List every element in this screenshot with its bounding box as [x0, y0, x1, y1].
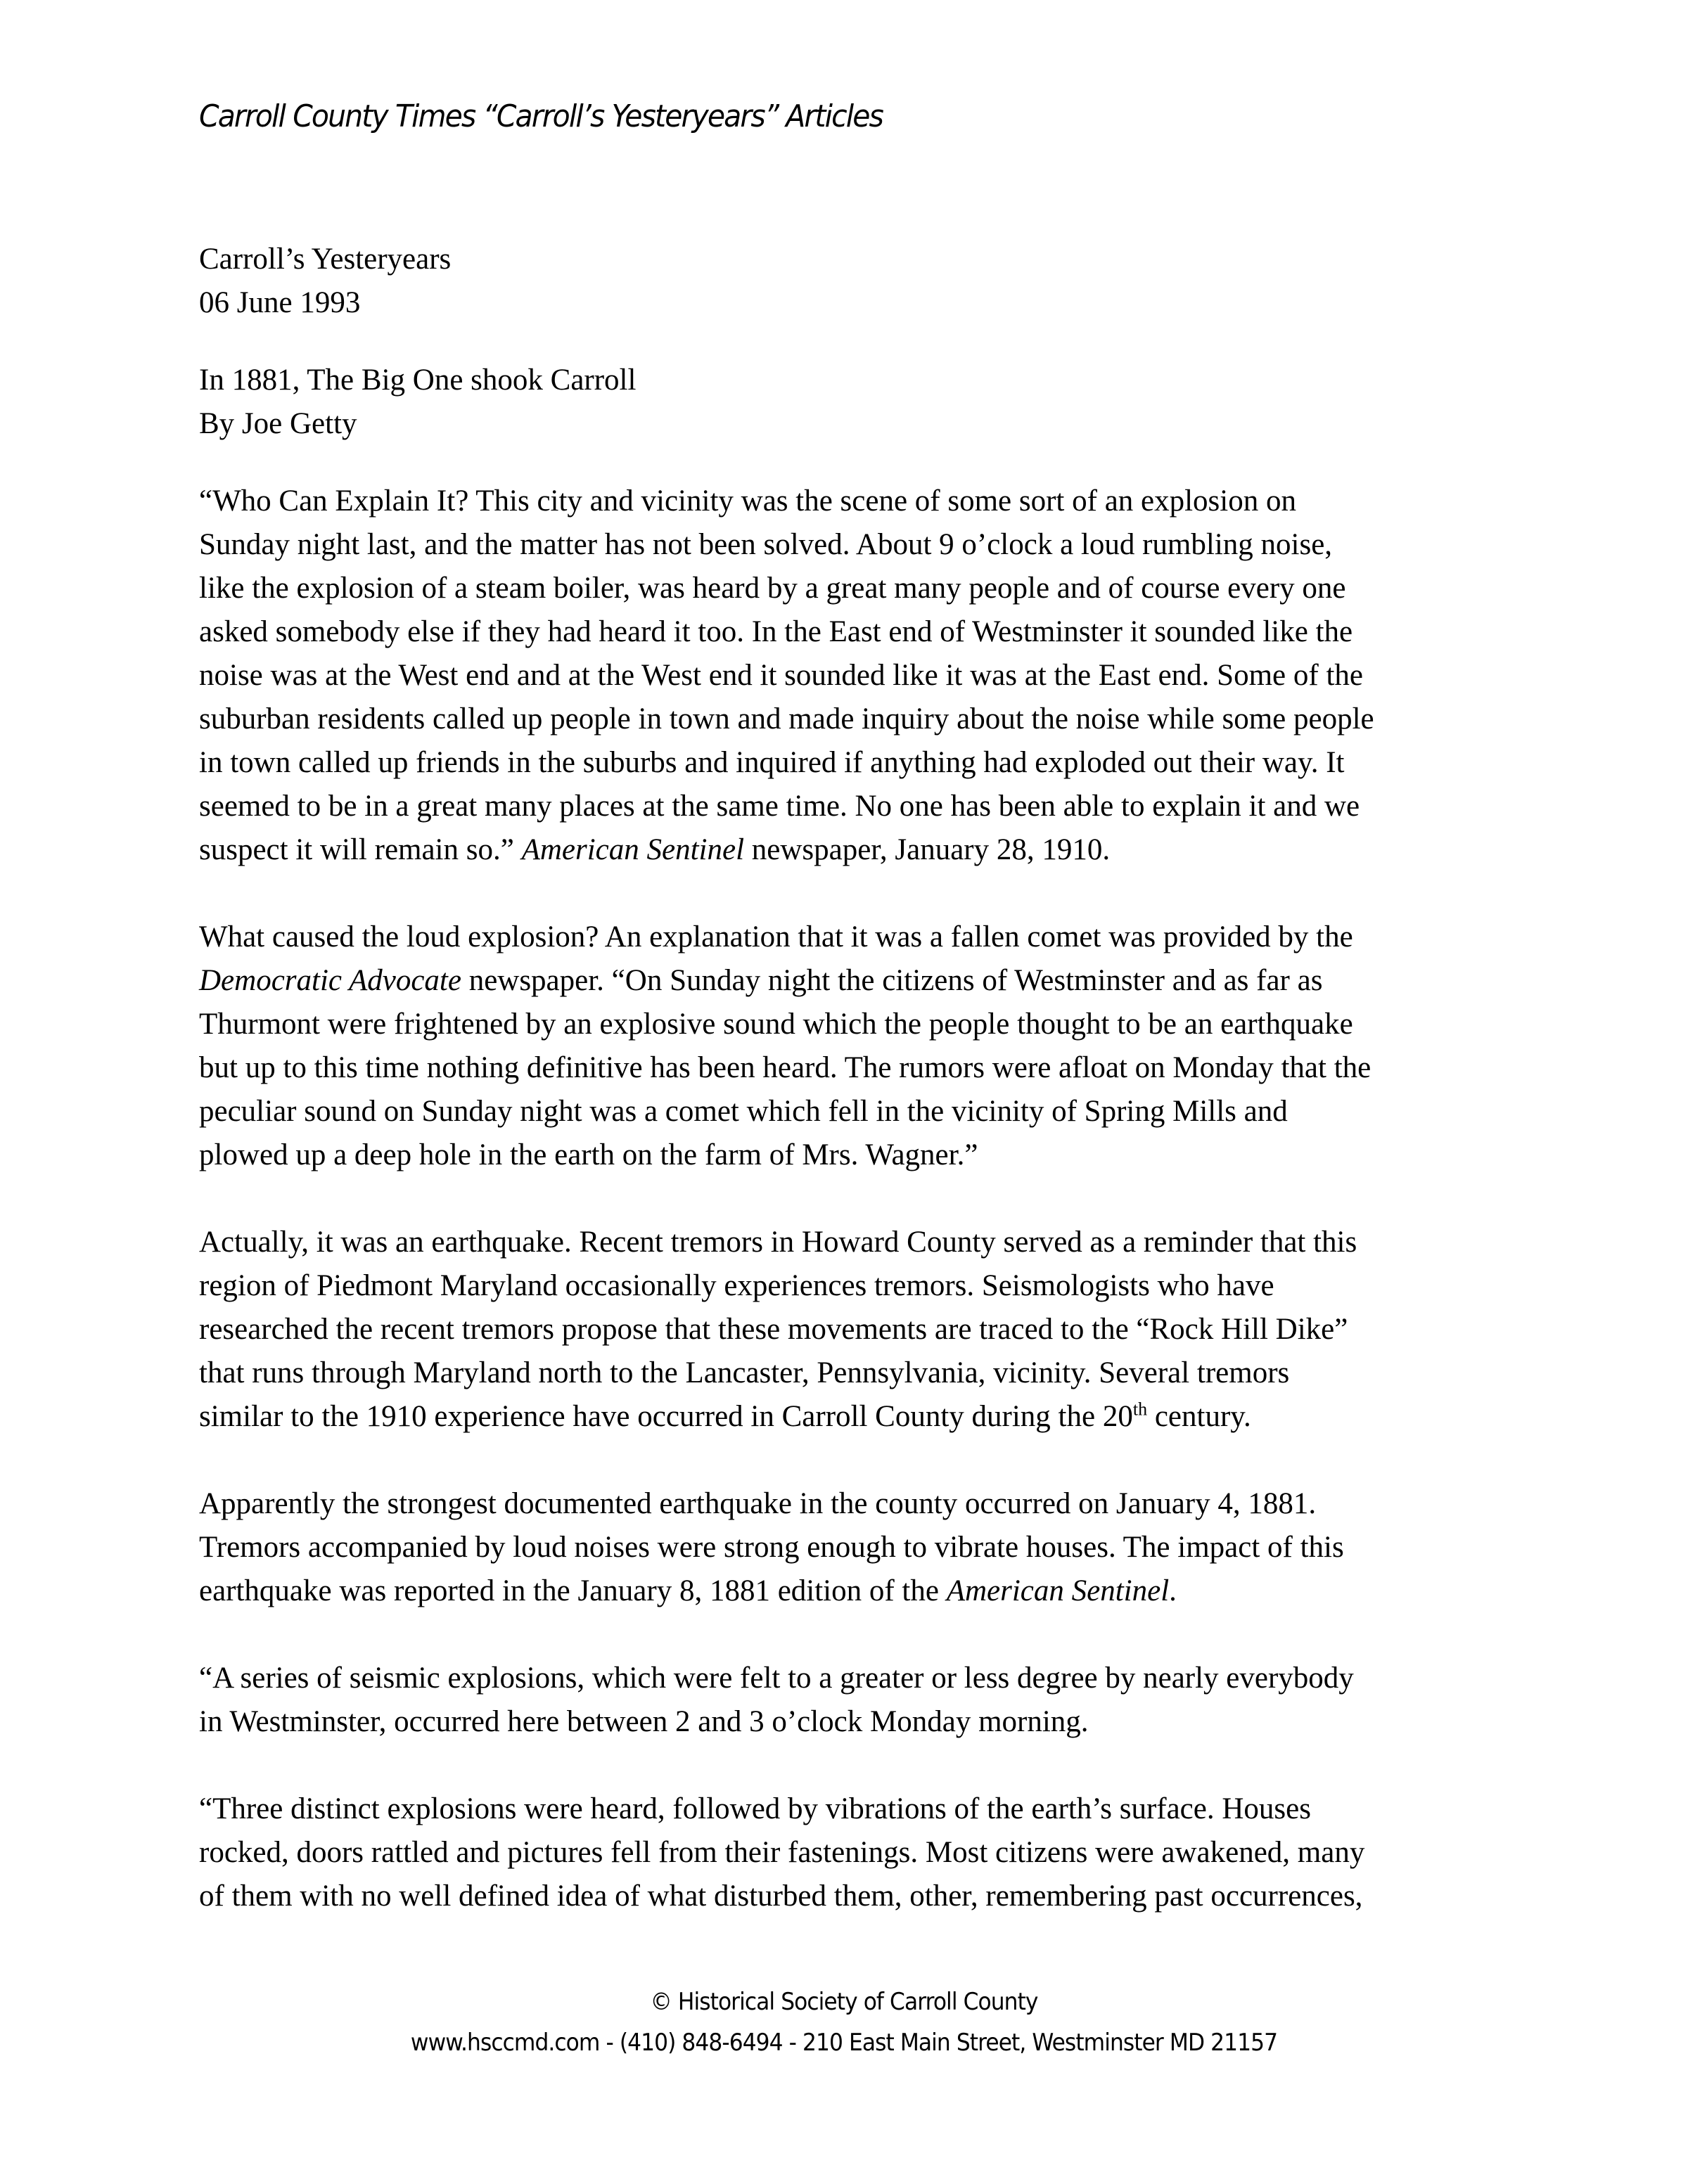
article-headline: In 1881, The Big One shook Carroll — [199, 364, 637, 397]
text-line: Sunday night last, and the matter has not been solved. About 9 o’clock a loud rumbling noise, — [199, 528, 1333, 561]
text-line: Actually, it was an earthquake. Recent tremors in Howard County served as a reminder that this — [199, 1226, 1357, 1259]
text-run: newspaper, January 28, 1910. — [744, 833, 1111, 866]
text-line: peculiar sound on Sunday night was a comet which fell in the vicinity of Spring Mills and — [199, 1095, 1288, 1128]
ordinal-suffix: th — [1132, 1399, 1148, 1420]
paragraph-2 — [199, 916, 1507, 1177]
text-line — [199, 959, 1507, 1003]
text-line: What caused the loud explosion? An explanation that it was a fallen comet was provided by the — [199, 920, 1353, 953]
text-line: of them with no well defined idea of what disturbed them, other, remembering past occurrences, — [199, 1880, 1363, 1913]
text-line — [199, 1569, 1507, 1613]
text-line: Tremors accompanied by loud noises were strong enough to vibrate houses. The impact of this — [199, 1531, 1344, 1564]
text-line: Apparently the strongest documented earthquake in the county occurred on January 4, 1881. — [199, 1487, 1317, 1520]
text-run: century. — [1147, 1400, 1251, 1433]
text-line: in town called up friends in the suburbs and inquired if anything had exploded out their way. It — [199, 746, 1345, 779]
text-line: “A series of seismic explosions, which were felt to a greater or less degree by nearly everybody — [199, 1662, 1354, 1695]
text-line: “Three distinct explosions were heard, followed by vibrations of the earth’s surface. Houses — [199, 1792, 1311, 1825]
text-line: that runs through Maryland north to the Lancaster, Pennsylvania, vicinity. Several tremors — [199, 1356, 1290, 1389]
text-line: but up to this time nothing definitive has been heard. The rumors were afloat on Monday that the — [199, 1051, 1372, 1084]
text-line: noise was at the West end and at the West end it sounded like it was at the East end. Some of the — [199, 659, 1363, 692]
text-line — [199, 1395, 1507, 1439]
publication-date: 06 June 1993 — [199, 286, 361, 319]
text-line — [199, 828, 1507, 872]
paragraph-5 — [199, 1657, 1507, 1744]
text-line: in Westminster, occurred here between 2 and 3 o’clock Monday morning. — [199, 1705, 1089, 1738]
contact-info: www.hsccmd.com - (410) 848-6494 - 210 East Main Street, Westminster MD 21157 — [410, 2029, 1278, 2057]
text-line: researched the recent tremors propose that these movements are traced to the “Rock Hill Dike” — [199, 1313, 1348, 1346]
text-line: like the explosion of a steam boiler, was heard by a great many people and of course every one — [199, 572, 1346, 605]
paragraph-6 — [199, 1787, 1507, 1918]
page-footer — [0, 1981, 1688, 2063]
article-body — [199, 238, 1507, 1962]
page-header-title: Carroll County Times “Carroll’s Yesteryears” Articles — [199, 98, 883, 134]
column-info — [199, 238, 1507, 325]
text-run: . — [1169, 1574, 1177, 1607]
text-line: asked somebody else if they had heard it too. In the East end of Westminster it sounded like the — [199, 615, 1353, 648]
text-line: rocked, doors rattled and pictures fell from their fastenings. Most citizens were awakened, many — [199, 1836, 1365, 1869]
newspaper-title: American Sentinel — [521, 833, 745, 866]
text-line: “Who Can Explain It? This city and vicinity was the scene of some sort of an explosion on — [199, 484, 1296, 518]
text-line: seemed to be in a great many places at the same time. No one has been able to explain it and we — [199, 790, 1360, 823]
text-run: newspaper. “On Sunday night the citizens of Westminster and as far as — [461, 964, 1323, 997]
text-line: Thurmont were frightened by an explosive sound which the people thought to be an earthquake — [199, 1008, 1353, 1041]
text-line: suburban residents called up people in town and made inquiry about the noise while some people — [199, 702, 1374, 736]
paragraph-3 — [199, 1221, 1507, 1439]
copyright-notice: © Historical Society of Carroll County — [650, 1988, 1038, 2016]
newspaper-title: American Sentinel — [946, 1574, 1170, 1607]
text-run: suspect it will remain so.” — [199, 833, 522, 866]
text-run: earthquake was reported in the January 8, 1881 edition of the — [199, 1574, 947, 1607]
text-run: similar to the 1910 experience have occurred in Carroll County during the 20 — [199, 1400, 1133, 1433]
column-name: Carroll’s Yesteryears — [199, 243, 452, 276]
text-line: plowed up a deep hole in the earth on the farm of Mrs. Wagner.” — [199, 1138, 978, 1171]
paragraph-4 — [199, 1482, 1507, 1613]
headline-block — [199, 359, 1507, 446]
newspaper-title: Democratic Advocate — [199, 964, 461, 997]
text-line: region of Piedmont Maryland occasionally experiences tremors. Seismologists who have — [199, 1269, 1274, 1302]
article-byline: By Joe Getty — [199, 407, 357, 440]
paragraph-1 — [199, 480, 1507, 872]
